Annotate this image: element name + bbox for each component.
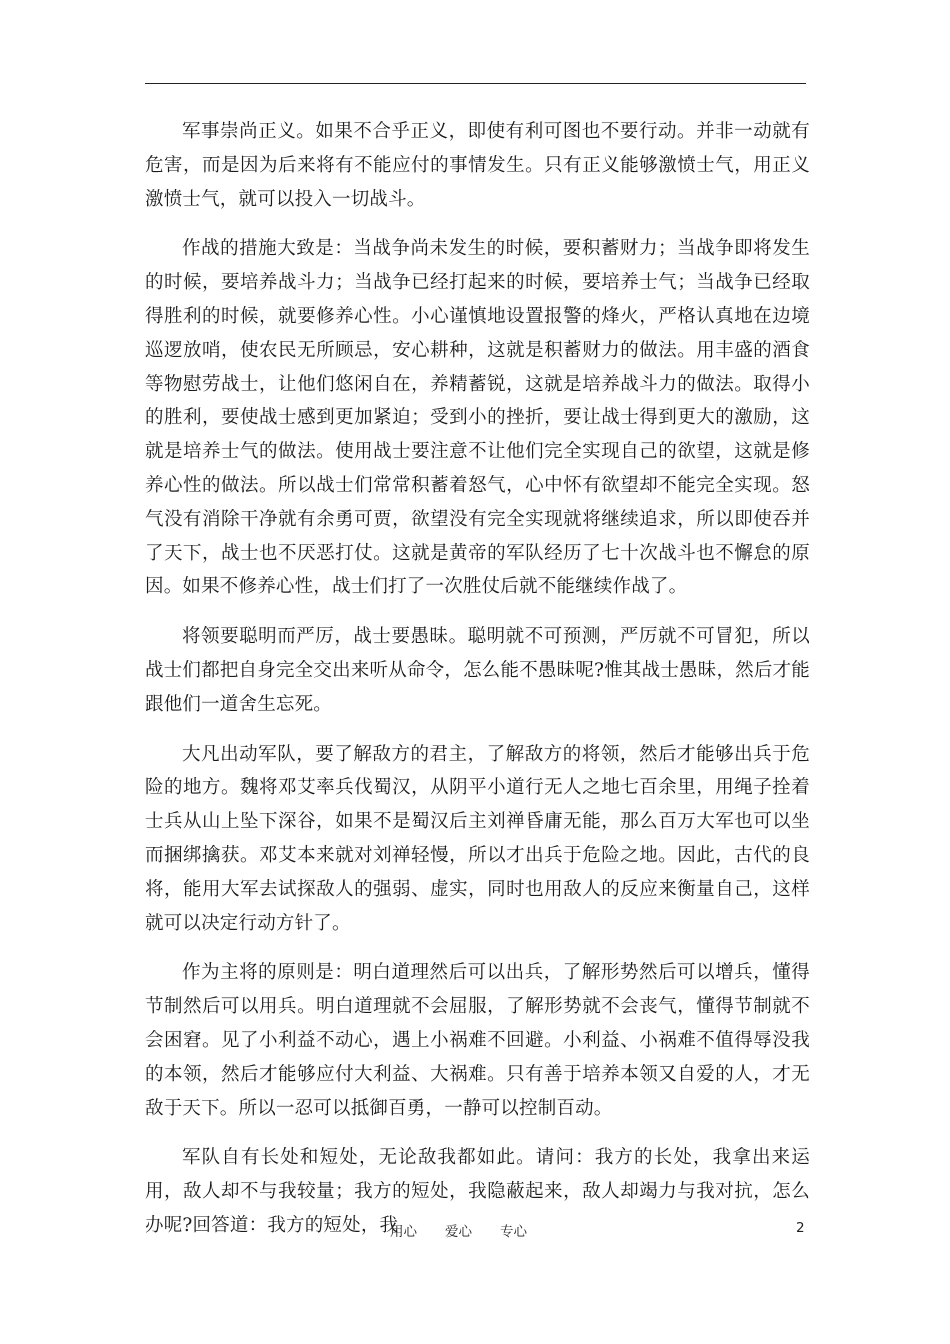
footer-motto [390,1220,527,1240]
header-rule [145,83,806,84]
footer-motto-item: 专心 [500,1224,527,1240]
paragraph: 军队自有长处和短处，无论敌我都如此。请问：我方的长处，我拿出来运用，敌人却不与我较量；我方的短处，我隐蔽起来，敌人却竭力与我对抗，怎么办呢?回答道：我方的短处，我 [145,1147,810,1236]
footer-motto-item: 用心 [390,1224,417,1240]
document-body [145,115,810,1259]
paragraph: 作战的措施大致是：当战争尚未发生的时候，要积蓄财力；当战争即将发生的时候，要培养战斗力；当战争已经打起来的时候，要培养士气；当战争已经取得胜利的时候，就要修养心性。小心谨慎地设置报警的烽火，严格认真地在边境巡逻放哨，使农民无所顾忌，安心耕种，这就是积蓄财力的做法。用丰盛的酒食等物慰劳战士，让他们悠闲自在，养精蓄锐，这就是培养战斗力的做法。取得小的胜利，要使战士感到更加紧迫；受到小的挫折，要让战士得到更大的激励，这就是培养士气的做法。使用战士要注意不让他们完全实现自己的欲望，这就是修养心性的做法。所以战士们常常积蓄着怒气，心中怀有欲望却不能完全实现。怒气没有消除干净就有余勇可贾，欲望没有完全实现就将继续追求，所以即使吞并了天下，战士也不厌恶打仗。这就是黄帝的军队经历了七十次战斗也不懈怠的原因。如果不修养心性，战士们打了一次胜仗后就不能继续作战了。 [145,238,810,598]
page-number: 2 [796,1220,805,1236]
footer-motto-item: 爱心 [445,1224,472,1240]
page-footer [0,1220,950,1244]
paragraph: 作为主将的原则是：明白道理然后可以出兵，了解形势然后可以增兵，懂得节制然后可以用兵。明白道理就不会屈服，了解形势就不会丧气，懂得节制就不会困窘。见了小利益不动心，遇上小祸难不回避。小利益、小祸难不值得辱没我的本领，然后才能够应付大利益、大祸难。只有善于培养本领又自爱的人，才无敌于天下。所以一忍可以抵御百勇，一静可以控制百动。 [145,962,810,1119]
paragraph: 将领要聪明而严厉，战士要愚昧。聪明就不可预测，严厉就不可冒犯，所以战士们都把自身完全交出来听从命令，怎么能不愚昧呢?惟其战士愚昧，然后才能跟他们一道舍生忘死。 [145,626,810,715]
paragraph: 大凡出动军队，要了解敌方的君主，了解敌方的将领，然后才能够出兵于危险的地方。魏将邓艾率兵伐蜀汉，从阴平小道行无人之地七百余里，用绳子拴着士兵从山上坠下深谷，如果不是蜀汉后主刘禅昏庸无能，那么百万大军也可以坐而捆绑擒获。邓艾本来就对刘禅轻慢，所以才出兵于危险之地。因此，古代的良将，能用大军去试探敌人的强弱、虚实，同时也用敌人的反应来衡量自己，这样就可以决定行动方针了。 [145,743,810,934]
paragraph: 军事崇尚正义。如果不合乎正义，即使有利可图也不要行动。并非一动就有危害，而是因为后来将有不能应付的事情发生。只有正义能够激愤士气，用正义激愤士气，就可以投入一切战斗。 [145,121,810,210]
